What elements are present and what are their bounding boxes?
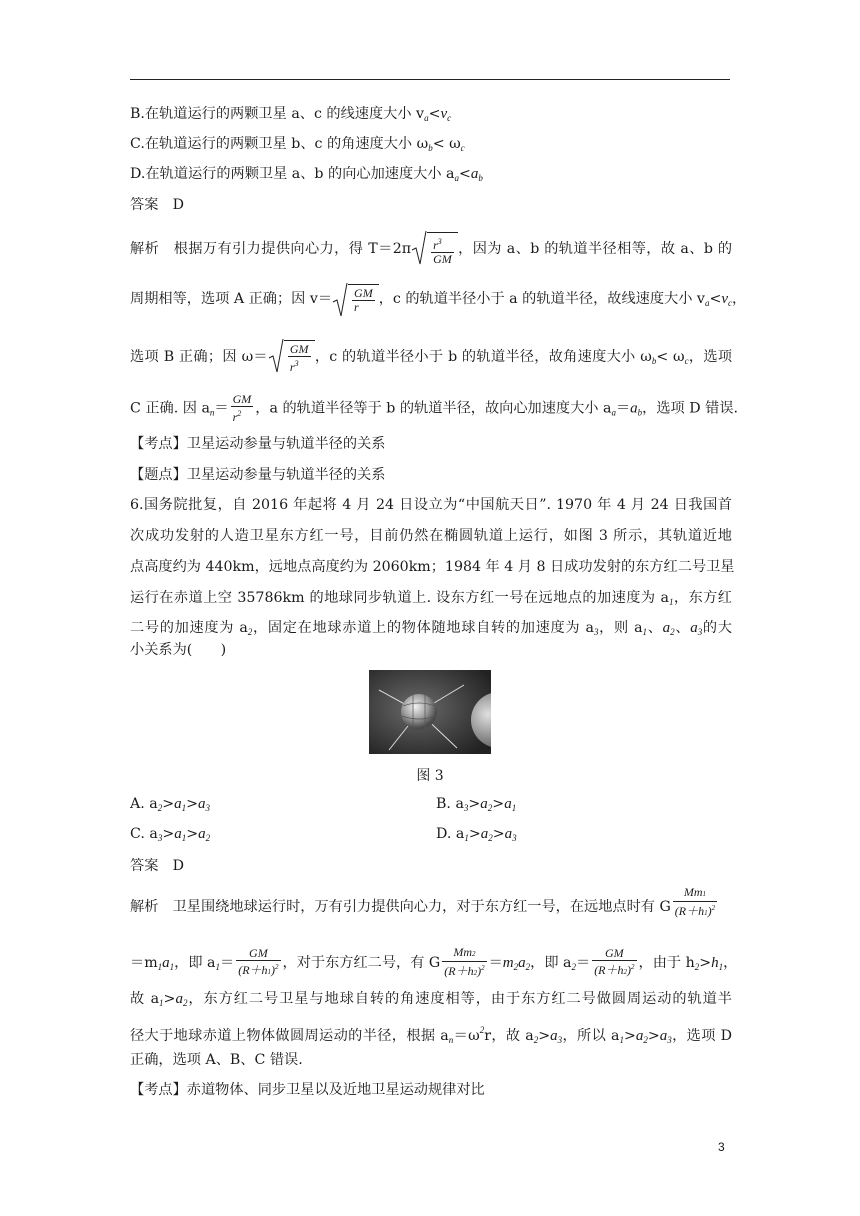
option-b-line: B.在轨道运行的两颗卫星 a、c 的线速度大小 $v_a<v_c$: [130, 106, 452, 123]
header-rule: [130, 79, 730, 80]
solution-text: 选项 B 正确；因 ω＝: [130, 349, 268, 365]
solution-2-line-4: 径大于地球赤道上物体做圆周运动的半径，根据 $a_n=\omega^2r$，故 $a_2>a_3$，所以 $a_1>a_2>a_3$，选项 D: [130, 1025, 732, 1045]
question-text: ，东方红: [673, 590, 732, 606]
question-text: ，固定在地球赤道上的物体随地球自转的加速度为 a: [252, 620, 594, 636]
option-d-text: D.在轨道运行的两颗卫星 a、b 的向心加速度大小 a: [130, 166, 455, 182]
option-c: C. $a_3>a_1>a_2$: [130, 826, 211, 843]
question-6-line-1: 6.国务院批复，自 2016 年起将 4 月 24 日设立为“中国航天日”. 1970 年 4 月 24 日我国首: [130, 497, 732, 513]
sqrt-formula: $\frac{GM}{r^3}$: [268, 340, 315, 374]
solution-text: ，因为 a、b 的轨道半径相等，故 a、b 的: [457, 241, 733, 257]
kaodian-2: 【考点】赤道物体、同步卫星以及近地卫星运动规律对比: [130, 1082, 485, 1098]
solution-text: 故 a: [130, 991, 160, 1007]
solution-text: ＝ω: [453, 1028, 480, 1044]
solution-text: ，即 a: [530, 955, 572, 971]
page-number: 3: [718, 1140, 725, 1154]
tidian-1: 【题点】卫星运动参量与轨道半径的关系: [130, 467, 386, 483]
question-text: ，则 a: [598, 620, 643, 636]
question-text: 运行在赤道上空 35786km 的地球同步轨道上. 设东方红一号在远地点的加速度为 a: [130, 590, 669, 606]
solution-text: ，由于 h: [638, 955, 695, 971]
solution-1-line-4: C 正确. 因 $a_n=$ $\frac{GM}{r^2}$ ，a 的轨道半径等于 b 的轨道半径，故向心加速度大小 $a_a=a_b$，选项 D 错误.: [130, 392, 739, 424]
option-c-text: C.在轨道运行的两颗卫星 b、c 的角速度大小 ω: [130, 136, 429, 152]
question-6-line-4: 运行在赤道上空 35786km 的地球同步轨道上. 设东方红一号在远地点的加速度为 $a_1$，东方红: [130, 590, 732, 607]
solution-2-line-2: $=m_1a_1$，即 $a_1=$ $\frac{GM}{(R+h1)^2}$ ，对于东方红二号，有 G $\frac{Mm2}{(R+h2)^2}$ $=m_2a_2$，即 $a_2=$ $\frac{GM}{(R+h2)^2}$ ，由于 $h_2>h_1$，: [130, 945, 738, 978]
solution-text: 解析 根据万有引力提供向心力，得 T＝2π: [130, 241, 412, 257]
figure-caption: 图 3: [416, 768, 444, 784]
question-6-line-3: 点高度约为 440km，远地点高度约为 2060km；1984 年 4 月 8 日成功发射的东方红二号卫星: [130, 559, 735, 575]
question-6-line-5: 二号的加速度为 $a_2$，固定在地球赤道上的物体随地球自转的加速度为 $a_3$，则 $a_1$、$a_2$、$a_3$的大: [130, 620, 732, 637]
kaodian-1: 【考点】卫星运动参量与轨道半径的关系: [130, 436, 386, 452]
solution-text: C 正确. 因 a: [130, 400, 210, 417]
option-b: B. $a_3>a_2>a_1$: [436, 796, 517, 813]
solution-1-line-2: 周期相等，选项 A 正确；因 v＝ $\frac{GM}{r}$ ，c 的轨道半径小于 a 的轨道半径，故线速度大小 $v_a<v_c$，: [130, 284, 732, 314]
solution-text: ，选项 D 错误.: [642, 400, 739, 417]
solution-text: ＝m: [130, 955, 158, 971]
solution-text: 周期相等，选项 A 正确；因 v＝: [130, 291, 333, 307]
question-6-line-6: 小关系为( ): [130, 642, 227, 658]
solution-1-line-1: [130, 232, 732, 266]
solution-2-line-3: 故 $a_1>a_2$，东方红二号卫星与地球自转的角速度相等，由于东方红二号做圆周运动的轨道半: [130, 991, 732, 1008]
solution-text: ，对于东方红二号，有 G: [282, 955, 441, 971]
question-text: 的大: [702, 620, 732, 636]
sqrt-formula: $\frac{GM}{r}$: [332, 284, 379, 314]
solution-text: ，即 a: [174, 955, 216, 971]
solution-text: ，选项 D: [671, 1028, 732, 1044]
question-text: 二号的加速度为 a: [130, 620, 248, 636]
satellite-figure: [369, 670, 491, 754]
answer-2: 答案 D: [130, 858, 184, 874]
question-6-line-2: 次成功发射的人造卫星东方红一号，目前仍然在椭圆轨道上运行，如图 3 所示，其轨道近地: [130, 528, 732, 544]
solution-text: ，选项: [688, 349, 733, 365]
solution-text: 解析 卫星围绕地球运行时，万有引力提供向心力，对于东方红一号，在远地点时有 G: [130, 899, 671, 915]
answer-1: 答案 D: [130, 197, 184, 213]
solution-text: ，c 的轨道半径小于 b 的轨道半径，故角速度大小 ω: [314, 349, 652, 365]
option-c-line: C.在轨道运行的两颗卫星 b、c 的角速度大小 $\omega_b< \omega_c$: [130, 136, 465, 153]
solution-2-line-1: 解析 卫星围绕地球运行时，万有引力提供向心力，对于东方红一号，在远地点时有 G $\frac{Mm1}{(R+h1)^2}$: [130, 885, 716, 918]
solution-text: ，c 的轨道半径小于 a 的轨道半径，故线速度大小 v: [378, 291, 705, 307]
solution-text: r，故 a: [484, 1028, 534, 1044]
sqrt-formula: $\frac{r^3}{GM}$: [411, 232, 458, 266]
solution-1-line-3: 选项 B 正确；因 ω＝ $\frac{GM}{r^3}$ ，c 的轨道半径小于 b 的轨道半径，故角速度大小 $\omega_b< \omega_c$，选项: [130, 340, 732, 374]
option-b-text: B.在轨道运行的两颗卫星 a、c 的线速度大小 v: [130, 106, 425, 122]
solution-text: ，东方红二号卫星与地球自转的角速度相等，由于东方红二号做圆周运动的轨道半: [187, 991, 732, 1007]
option-d-line: D.在轨道运行的两颗卫星 a、b 的向心加速度大小 $a_a<a_b$: [130, 166, 483, 183]
option-a: A. $a_2>a_1>a_3$: [130, 796, 211, 813]
solution-text: 径大于地球赤道上物体做圆周运动的半径，根据 a: [130, 1028, 449, 1044]
option-d: D. $a_1>a_2>a_3$: [436, 826, 517, 843]
solution-text: ，所以 a: [562, 1028, 620, 1044]
solution-2-line-5: 正确，选项 A、B、C 错误.: [130, 1052, 303, 1068]
solution-text: ，a 的轨道半径等于 b 的轨道半径，故向心加速度大小 a: [255, 400, 612, 417]
